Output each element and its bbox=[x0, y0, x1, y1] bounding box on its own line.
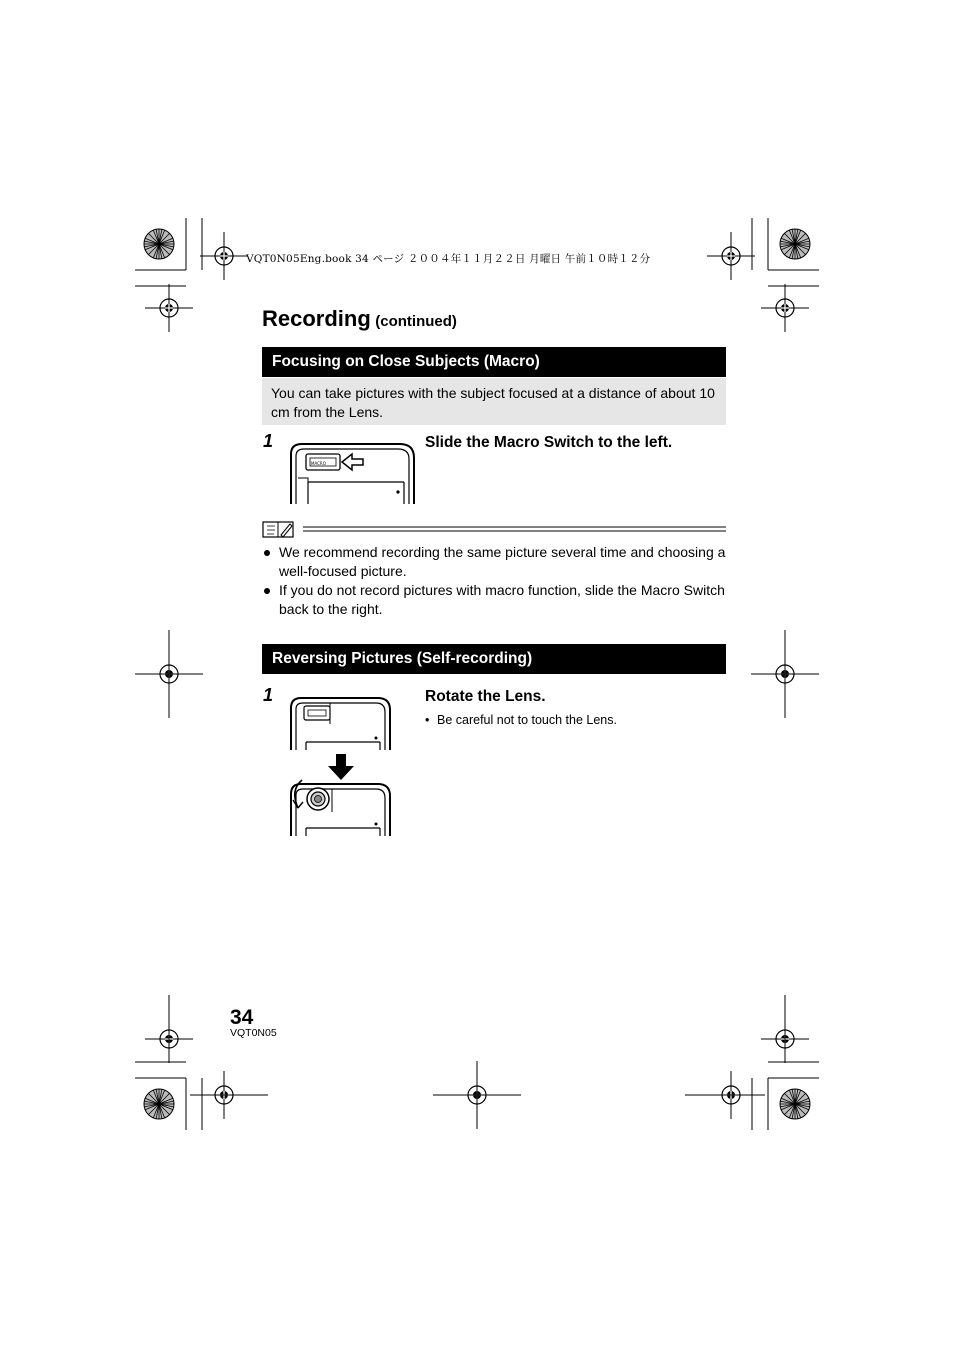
rotate-lens-illustration bbox=[288, 694, 398, 839]
step-number-macro: 1 bbox=[263, 431, 274, 451]
list-item bbox=[262, 581, 726, 619]
step-text-macro: Slide the Macro Switch to the left. bbox=[425, 434, 673, 451]
note-divider bbox=[262, 521, 726, 539]
notes-list bbox=[262, 543, 726, 619]
section-heading-macro: Focusing on Close Subjects (Macro) bbox=[262, 347, 726, 377]
page-title bbox=[262, 306, 457, 332]
bullet-icon bbox=[264, 550, 270, 556]
note-text: If you do not record pictures with macro function, slide the Macro Switch back to the right. bbox=[279, 582, 725, 617]
subnote-text: Be careful not to touch the Lens. bbox=[437, 713, 617, 727]
title-main: Recording bbox=[262, 306, 371, 331]
macro-switch-illustration bbox=[288, 440, 418, 504]
page-number: 34 bbox=[230, 1006, 254, 1029]
macro-intro: You can take pictures with the subject focused at a distance of about 10 cm from the Lens. bbox=[262, 378, 726, 425]
svg-text:MACRO: MACRO bbox=[311, 461, 326, 466]
notebook-pencil-icon bbox=[263, 522, 293, 537]
small-bullet: • bbox=[425, 713, 430, 727]
self-subnote bbox=[425, 713, 617, 727]
step-number-self: 1 bbox=[263, 685, 274, 705]
print-header: VQT0N05Eng.book 34 ページ ２００４年１１月２２日 月曜日 午前１０時１２分 bbox=[246, 253, 651, 265]
title-continued: (continued) bbox=[375, 313, 457, 330]
list-item bbox=[262, 543, 726, 581]
bullet-icon bbox=[264, 588, 270, 594]
note-text: We recommend recording the same picture several time and choosing a well-focused picture. bbox=[279, 544, 726, 579]
step-text-self: Rotate the Lens. bbox=[425, 688, 546, 705]
arrow-icon bbox=[328, 754, 354, 780]
section-heading-self-recording: Reversing Pictures (Self-recording) bbox=[262, 644, 726, 674]
model-code: VQT0N05 bbox=[230, 1027, 277, 1039]
